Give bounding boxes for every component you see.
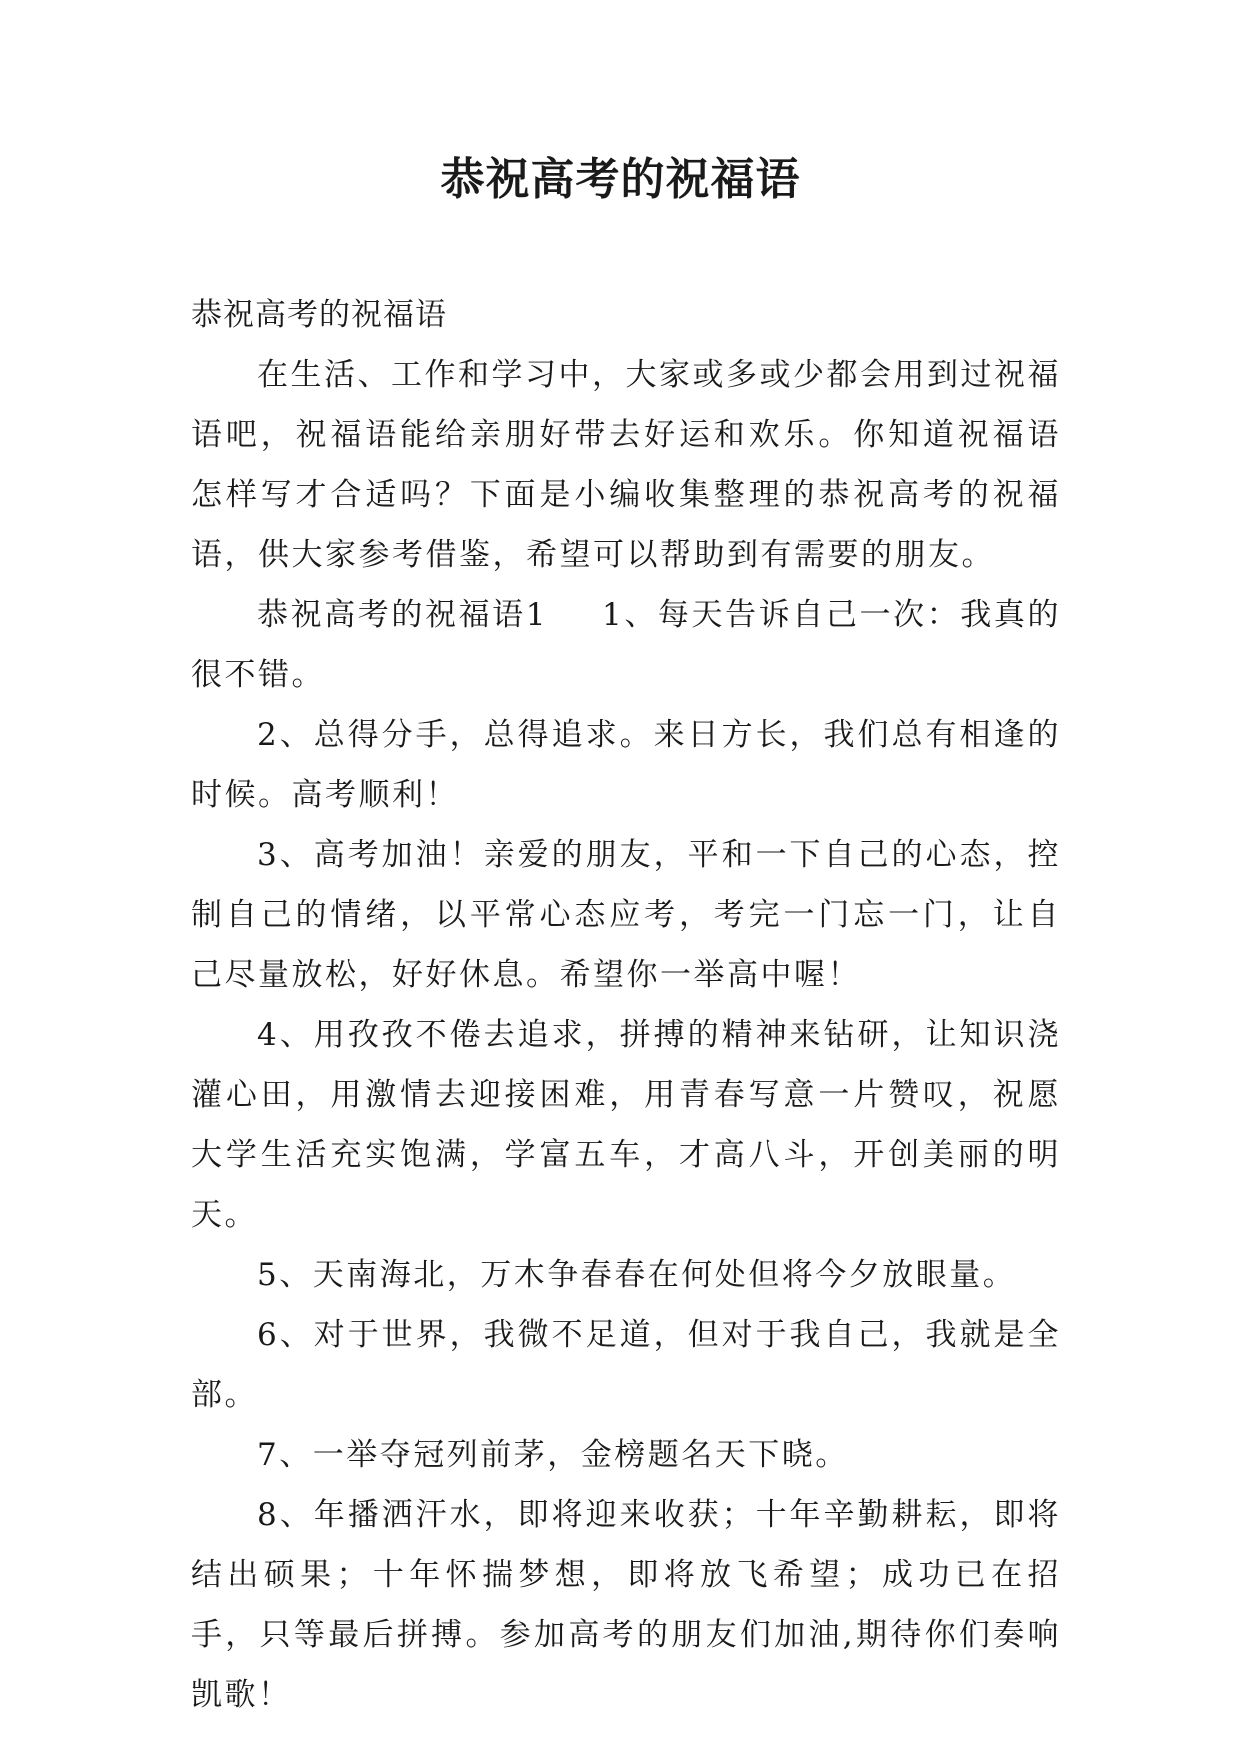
document-subtitle: 恭祝高考的祝福语 bbox=[191, 297, 447, 333]
list-item-7: 7、一举夺冠列前茅，金榜题名天下晓。 bbox=[257, 1437, 849, 1473]
first-item-paragraph bbox=[191, 585, 1061, 705]
list-item-6: 6、对于世界，我微不足道，但对于我自己，我就是全部。 bbox=[191, 1317, 1061, 1413]
document-body bbox=[191, 285, 1061, 1725]
intro-paragraph: 在生活、工作和学习中，大家或多或少都会用到过祝福语吧，祝福语能给亲朋好带去好运和欢乐。你知道祝福语怎样写才合适吗？下面是小编收集整理的恭祝高考的祝福语，供大家参考借鉴，希望可以帮助到有需要的朋友。 bbox=[191, 357, 1061, 573]
list-item-2: 2、总得分手，总得追求。来日方长，我们总有相逢的时候。高考顺利！ bbox=[191, 717, 1061, 813]
list-item-4: 4、用孜孜不倦去追求，拼搏的精神来钻研，让知识浇灌心田，用激情去迎接困难，用青春写意一片赞叹，祝愿大学生活充实饱满，学富五车，才高八斗，开创美丽的明天。 bbox=[191, 1017, 1061, 1233]
list-item-5: 5、天南海北，万木争春春在何处但将今夕放眼量。 bbox=[257, 1257, 1017, 1293]
section-heading: 恭祝高考的祝福语1 bbox=[257, 597, 548, 633]
document-title: 恭祝高考的祝福语 bbox=[440, 154, 801, 205]
list-item-8: 8、年播洒汗水，即将迎来收获；十年辛勤耕耘，即将结出硕果；十年怀揣梦想，即将放飞希望；成功已在招手，只等最后拼搏。参加高考的朋友们加油,期待你们奏响凯歌！ bbox=[191, 1497, 1061, 1713]
list-item-1: 1、每天告诉自己一次：我真的很不错。 bbox=[191, 597, 1061, 693]
list-item-3: 3、高考加油！亲爱的朋友，平和一下自己的心态，控制自己的情绪，以平常心态应考，考完一门忘一门，让自己尽量放松，好好休息。希望你一举高中喔！ bbox=[191, 837, 1061, 993]
